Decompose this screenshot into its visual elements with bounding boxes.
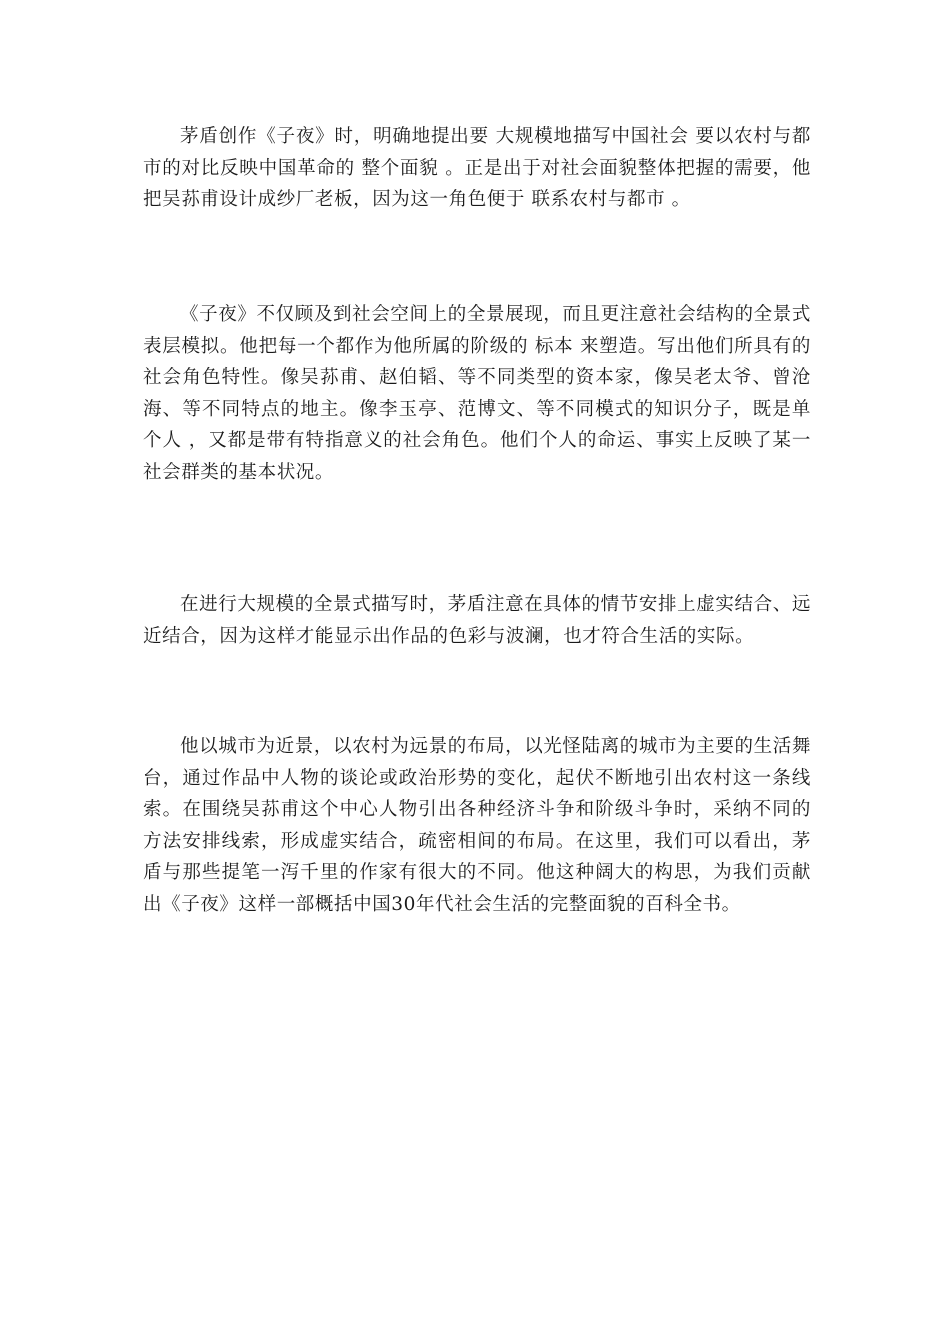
paragraph-1: 茅盾创作《子夜》时，明确地提出要 大规模地描写中国社会 要以农村与都市的对比反映中国革命的 整个面貌 。正是出于对社会面貌整体把握的需要，他把吴荪甫设计成纱厂老板，因为这一角色便于 联系农村与都市 。 bbox=[143, 126, 811, 210]
paragraph-2: 《子夜》不仅顾及到社会空间上的全景展现，而且更注意社会结构的全景式表层模拟。他把每一个都作为他所属的阶级的 标本 来塑造。写出他们所具有的社会角色特性。像吴荪甫、赵伯韬、等不同类型的资本家，像吴老太爷、曾沧海、等不同特点的地主。像李玉亭、范博文、等不同模式的知识分子，既是单个人 ，又都是带有特指意义的社会角色。他们个人的命运、事实上反映了某一社会群类的基本状况。 bbox=[143, 304, 811, 483]
paragraph-3: 在进行大规模的全景式描写时，茅盾注意在具体的情节安排上虚实结合、远近结合，因为这样才能显示出作品的色彩与波澜，也才符合生活的实际。 bbox=[143, 594, 811, 647]
paragraph-4: 他以城市为近景，以农村为远景的布局，以光怪陆离的城市为主要的生活舞台，通过作品中人物的谈论或政治形势的变化，起伏不断地引出农村这一条线索。在围绕吴荪甫这个中心人物引出各种经济斗争和阶级斗争时，采纳不同的方法安排线索，形成虚实结合，疏密相间的布局。在这里，我们可以看出，茅盾与那些提笔一泻千里的作家有很大的不同。他这种阔大的构思，为我们贡献出《子夜》这样一部概括中国30年代社会生活的完整面貌的百科全书。 bbox=[143, 736, 811, 915]
